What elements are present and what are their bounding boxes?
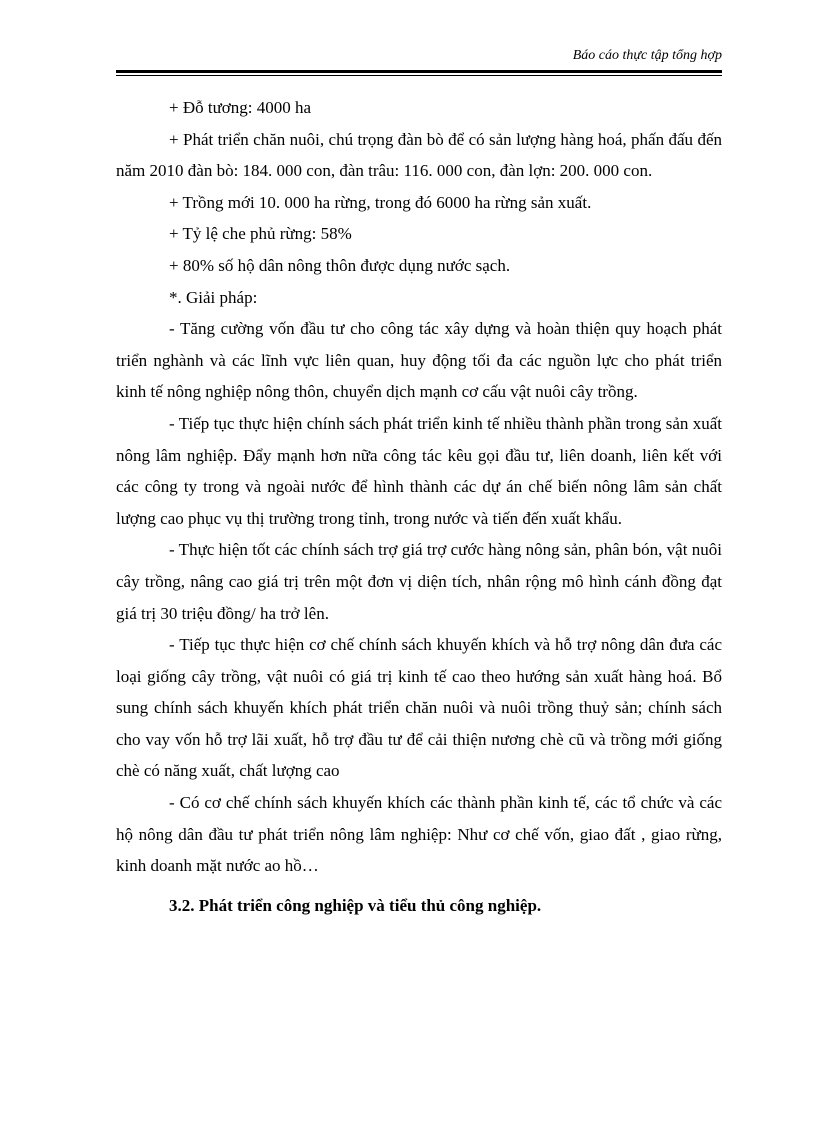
paragraph: - Tăng cường vốn đầu tư cho công tác xây dựng và hoàn thiện quy hoạch phát triển nghành và các lĩnh vực liên quan, huy động tối đa các nguồn lực cho phát triển kinh tế nông nghiệp nông thôn, chuyển dịch mạnh cơ cấu vật nuôi cây trồng. — [116, 319, 722, 402]
paragraph: - Thực hiện tốt các chính sách trợ giá trợ cước hàng nông sản, phân bón, vật nuôi cây trồng, nâng cao giá trị trên một đơn vị diện tích, nhân rộng mô hình cánh đồng đạt giá trị 30 triệu đồng/ ha trở lên. — [116, 540, 722, 623]
section-heading: 3.2. Phát triển công nghiệp và tiểu thủ công nghiệp. — [169, 895, 542, 915]
header-rule-thin — [116, 75, 722, 76]
paragraph: - Có cơ chế chính sách khuyến khích các thành phần kinh tế, các tổ chức và các hộ nông dân đầu tư phát triển nông lâm nghiệp: Như cơ chế vốn, giao đất , giao rừng, kinh doanh mặt nước ao hồ… — [116, 793, 722, 876]
paragraph: + Phát triển chăn nuôi, chú trọng đàn bò để có sản lượng hàng hoá, phấn đấu đến năm 2010 đàn bò: 184. 000 con, đàn trâu: 116. 000 con, đàn lợn: 200. 000 con. — [116, 129, 722, 181]
header-rule-thick — [116, 70, 722, 73]
paragraph: - Tiếp tục thực hiện chính sách phát triển kinh tế nhiều thành phần trong sản xuất nông lâm nghiệp. Đẩy mạnh hơn nữa công tác kêu gọi đầu tư, liên doanh, liên kết với các công ty trong và ngoài nước để hình thành các dự án chế biến nông lâm sản chất lượng cao phục vụ thị trường trong tỉnh, trong nước và tiến đến xuất khẩu. — [116, 413, 722, 528]
paragraph: + Tỷ lệ che phủ rừng: 58% — [169, 224, 352, 244]
paragraph: *. Giải pháp: — [169, 287, 258, 307]
paragraph: - Tiếp tục thực hiện cơ chế chính sách khuyến khích và hỗ trợ nông dân đưa các loại giống cây trồng, vật nuôi có giá trị kinh tế cao theo hướng sản xuất hàng hoá. Bổ sung chính sách khuyến khích phát triển chăn nuôi và nuôi trồng thuỷ sản; chính sách cho vay vốn hỗ trợ lãi xuất, hỗ trợ đầu tư để cải thiện nương chè cũ và trồng mới giống chè có năng xuất, chất lượng cao — [116, 635, 722, 781]
document-body — [116, 92, 722, 921]
paragraph: + Trồng mới 10. 000 ha rừng, trong đó 6000 ha rừng sản xuất. — [169, 192, 592, 212]
page-header-title: Báo cáo thực tập tổng hợp — [572, 48, 722, 63]
paragraph: + 80% số hộ dân nông thôn được dụng nước sạch. — [169, 255, 511, 275]
paragraph: + Đỗ tương: 4000 ha — [169, 98, 312, 117]
